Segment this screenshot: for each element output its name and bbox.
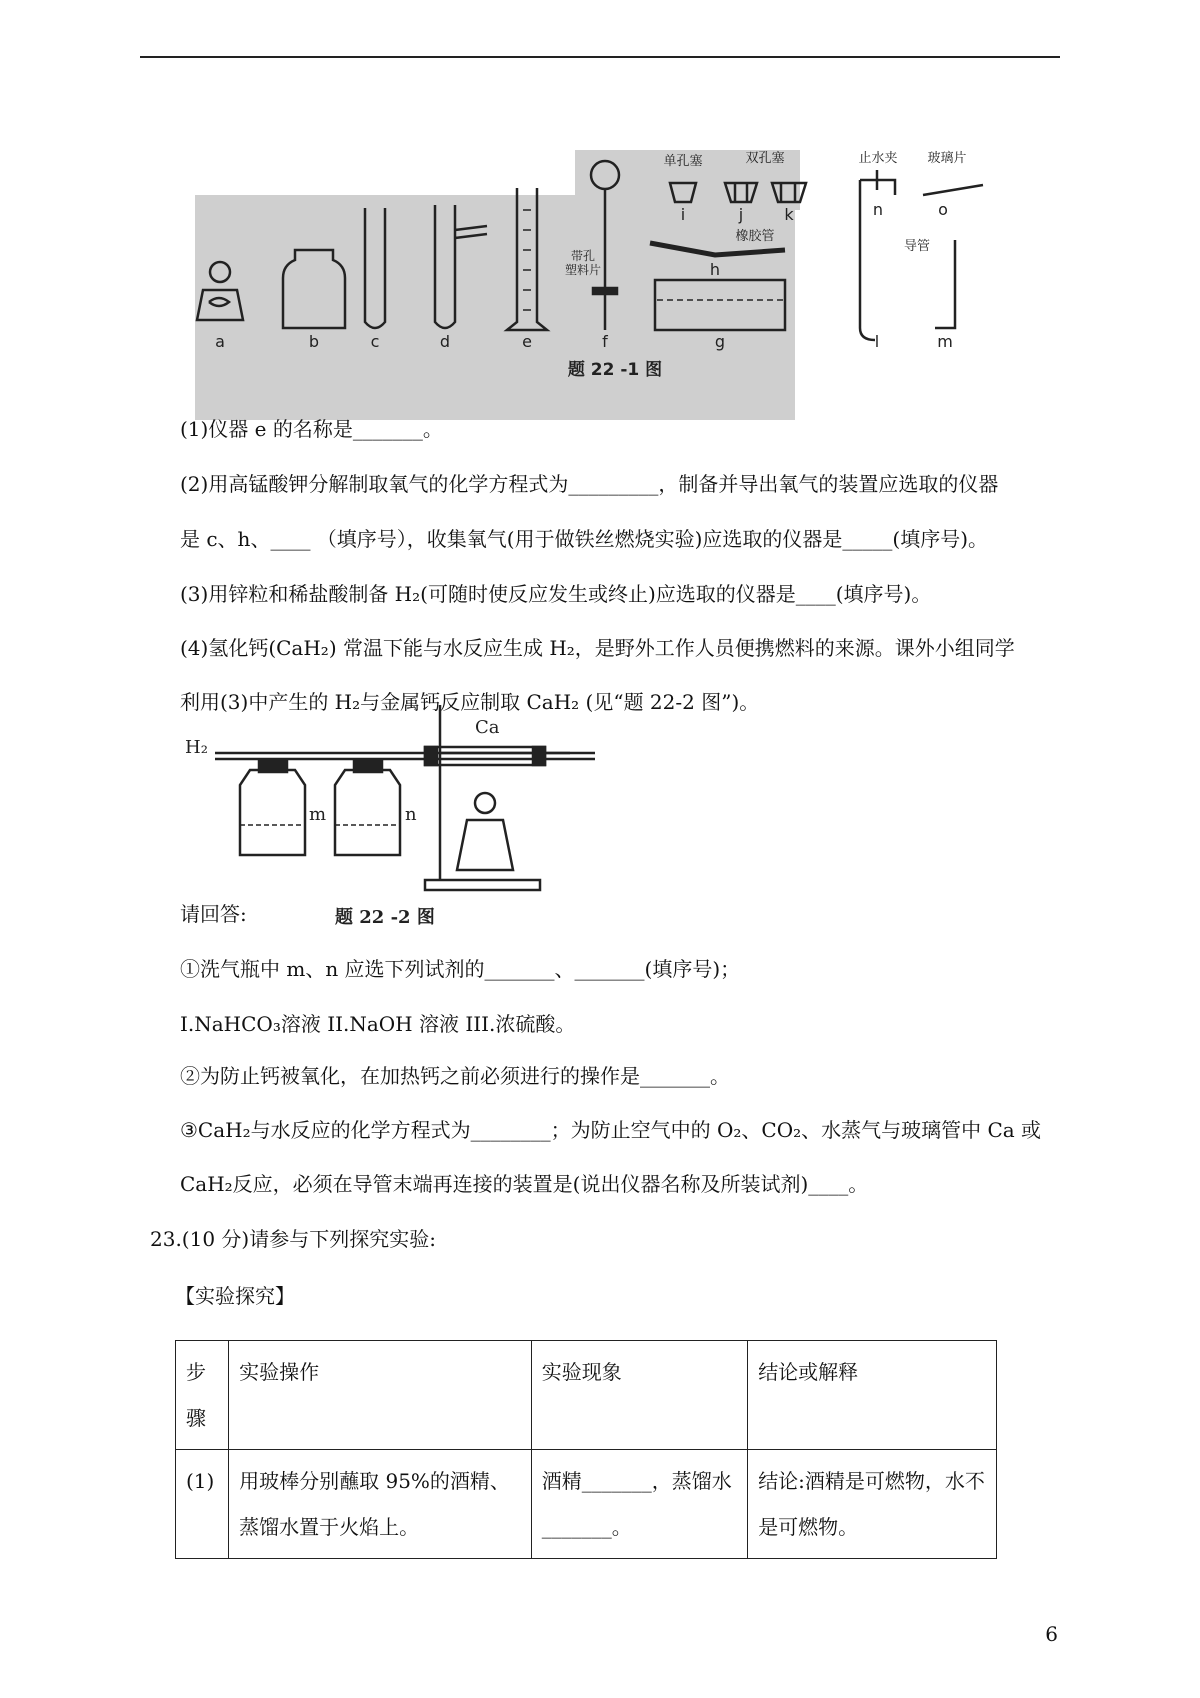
table-row xyxy=(176,1450,997,1559)
figure-22-2 xyxy=(185,705,605,955)
answer-3-line-2: CaH₂反应，必须在导管末端再连接的装置是(说出仪器名称及所装试剂)____。 xyxy=(180,1172,869,1196)
text-double-stopper: 双孔塞 xyxy=(745,151,785,166)
label-d: d xyxy=(439,332,451,351)
header-operation: 实验操作 xyxy=(229,1341,532,1450)
figure2-caption: 题 22 -2 图 xyxy=(335,907,435,928)
text-conduit: 导管 xyxy=(903,239,931,254)
alcohol-lamp xyxy=(457,793,513,870)
label-l: l xyxy=(874,332,880,351)
header-step: 步骤 xyxy=(176,1341,229,1450)
wash-bottle-m xyxy=(240,760,305,855)
label-m: m xyxy=(937,332,953,351)
cell-conclusion: 结论:酒精是可燃物，水不是可燃物。 xyxy=(748,1450,997,1559)
label-n: n xyxy=(872,200,884,219)
label-i: i xyxy=(680,205,686,224)
experiment-table xyxy=(175,1340,997,1559)
question-4-line-2: 利用(3)中产生的 H₂与金属钙反应制取 CaH₂ (见“题 22-2 图”)。 xyxy=(180,690,760,714)
clamp-n xyxy=(860,170,895,195)
label-ca: Ca xyxy=(475,717,500,738)
question-4-line-1: (4)氢化钙(CaH₂) 常温下能与水反应生成 H₂，是野外工作人员便携燃料的来源。课外小组同学 xyxy=(180,636,1015,660)
question-2-line-2: 是 c、h、____ （填序号），收集氧气(用于做铁丝燃烧实验)应选取的仪器是_____(填序号)。 xyxy=(180,527,989,551)
reagent-options: I.NaHCO₃溶液 II.NaOH 溶液 III.浓硫酸。 xyxy=(180,1012,576,1036)
text-rubber-tube: 橡胶管 xyxy=(735,229,775,244)
cell-phenomenon: 酒精_______，蒸馏水_______。 xyxy=(531,1450,747,1559)
label-h: h xyxy=(709,260,721,279)
label-g: g xyxy=(714,332,726,351)
label-c: c xyxy=(370,332,380,351)
text-perforated-1: 带孔 xyxy=(570,249,596,263)
question-3: (3)用锌粒和稀盐酸制备 H₂(可随时使反应发生或终止)应选取的仪器是____(填序号)。 xyxy=(180,582,932,606)
answer-prompt: 请回答: xyxy=(180,902,247,926)
cell-step: (1) xyxy=(176,1450,229,1559)
question-23-title: 23.(10 分)请参与下列探究实验: xyxy=(150,1227,436,1251)
cell-operation: 用玻棒分别蘸取 95%的酒精、蒸馏水置于火焰上。 xyxy=(229,1450,532,1559)
label-m: m xyxy=(309,804,327,825)
label-b: b xyxy=(308,332,320,351)
bent-tube-m xyxy=(935,240,955,328)
label-n: n xyxy=(405,804,417,825)
header-rule xyxy=(140,56,1060,58)
label-a: a xyxy=(215,332,225,351)
glass-plate-o xyxy=(923,185,983,195)
label-j: j xyxy=(738,205,744,224)
figure1-caption: 题 22 -1 图 xyxy=(567,360,663,380)
page-number: 6 xyxy=(1045,1622,1058,1646)
question-1: (1)仪器 e 的名称是_______。 xyxy=(180,417,443,441)
table-header-row xyxy=(176,1341,997,1450)
answer-2: ②为防止钙被氧化，在加热钙之前必须进行的操作是_______。 xyxy=(180,1064,730,1088)
header-phenomenon: 实验现象 xyxy=(531,1341,747,1450)
header-conclusion: 结论或解释 xyxy=(748,1341,997,1450)
label-f: f xyxy=(602,332,608,351)
section-heading: 【实验探究】 xyxy=(175,1284,295,1308)
answer-3-line-1: ③CaH₂与水反应的化学方程式为________；为防止空气中的 O₂、CO₂、水蒸气与玻璃管中 Ca 或 xyxy=(180,1118,1042,1142)
label-o: o xyxy=(938,200,948,219)
label-e: e xyxy=(522,332,532,351)
question-2-line-1: (2)用高锰酸钾分解制取氧气的化学方程式为_________，制备并导出氧气的装置应选取的仪器 xyxy=(180,472,999,496)
wash-bottle-n xyxy=(335,760,400,855)
answer-1: ①洗气瓶中 m、n 应选下列试剂的_______、_______(填序号)； xyxy=(180,957,741,981)
combustion-tube xyxy=(425,747,545,765)
text-perforated-2: 塑料片 xyxy=(564,263,602,277)
label-k: k xyxy=(784,205,794,224)
text-clamp: 止水夹 xyxy=(858,151,898,166)
text-single-stopper: 单孔塞 xyxy=(663,154,703,169)
text-glass-plate: 玻璃片 xyxy=(927,151,967,166)
label-h2: H₂ xyxy=(185,737,208,758)
figure-22-1 xyxy=(195,150,1075,420)
